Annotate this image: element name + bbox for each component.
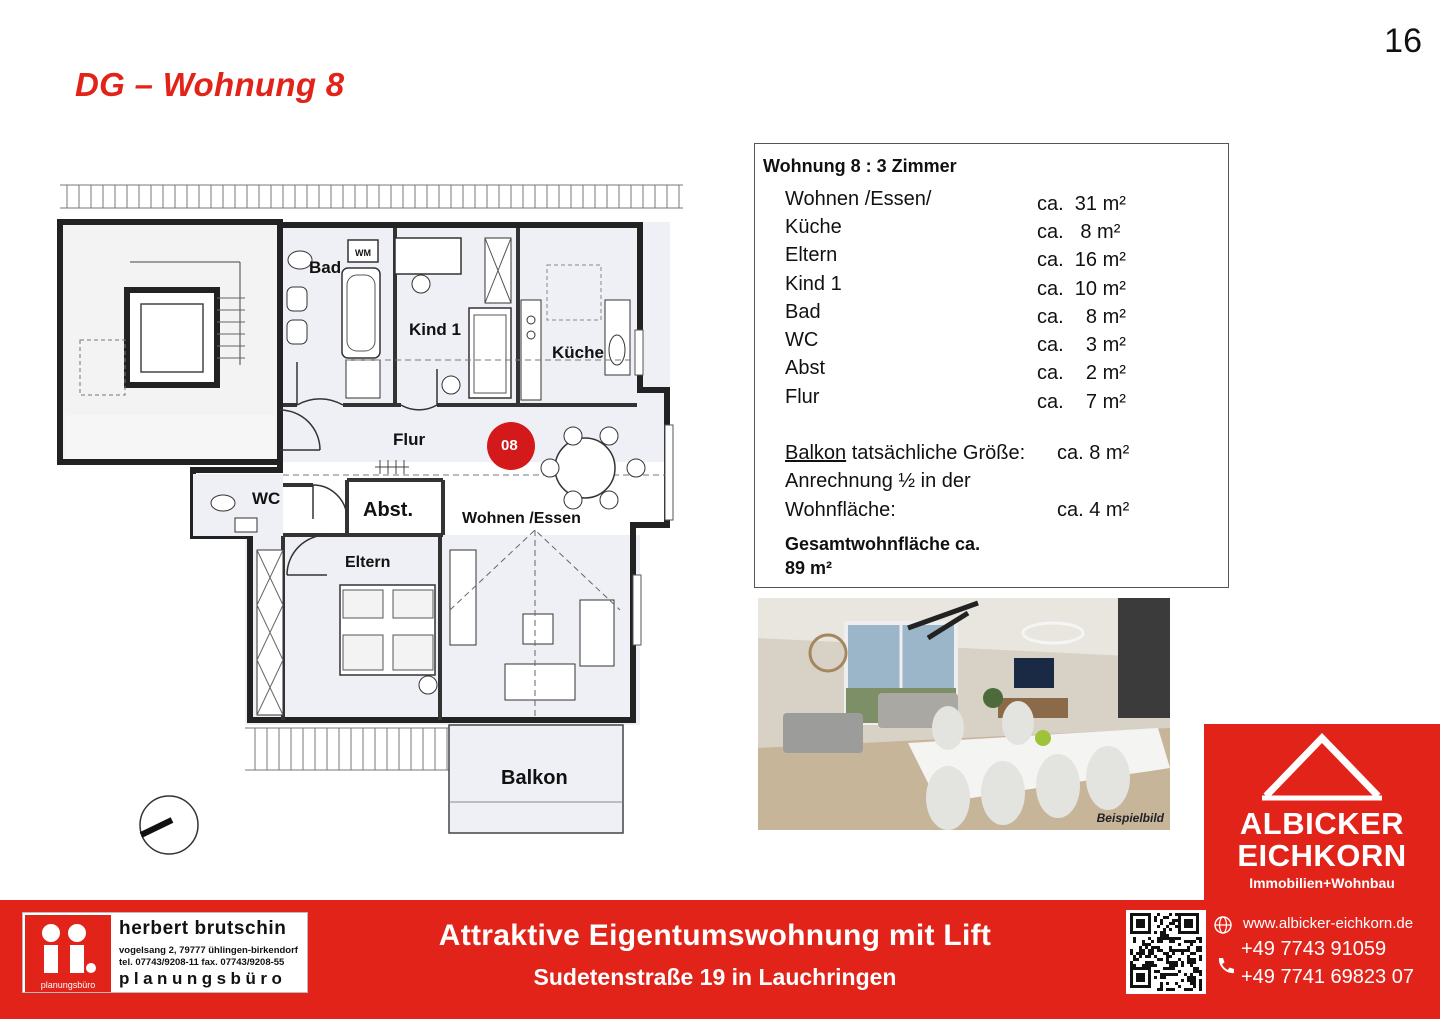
floor-plan [55,180,695,860]
room-label-balkon: Balkon [501,767,568,789]
wohnflaeche-text: Wohnfläche: [785,499,896,521]
footer-band [0,900,1440,1019]
brand-name-line2: EICHKORN [1237,838,1407,873]
room-label-wm: WM [355,248,371,258]
anrechnung-text: Anrechnung ½ in der [785,470,971,492]
room-area: ca. 8 m² [1037,221,1121,243]
brand-subtitle: Immobilien+Wohnbau [1249,875,1395,891]
room-label-kueche: Küche [552,343,604,362]
albicker-eichkorn-logo [1204,724,1440,900]
architect-address: vogelsang 2, 79777 ühlingen-birkendorf [119,945,298,956]
room-row [785,216,1225,244]
planungsbuero-logo [25,915,111,992]
architect-title: planungsbüro [119,969,287,988]
room-row [785,329,1225,357]
room-area: ca. 7 m² [1037,391,1126,413]
room-name: Eltern [785,244,838,266]
room-name: Bad [785,301,821,323]
room-name: WC [785,329,819,351]
room-row [785,244,1225,272]
balkon-value: ca. 8 m² [1057,442,1130,464]
house-roof-icon [1204,724,1440,804]
room-area: ca. 2 m² [1037,362,1126,384]
phone-number-2[interactable]: +49 7741 69823 07 [1241,966,1414,988]
balkon-label: Balkon [785,442,847,464]
balkon-text: tatsächliche Größe: [846,442,1026,464]
room-row [785,273,1225,301]
room-label-flur: Flur [393,430,426,449]
phone-icon [1215,955,1237,977]
roof-hatching-top [60,185,683,208]
room-name: Kind 1 [785,273,842,295]
balkon-line [785,442,1025,465]
room-label-kind1: Kind 1 [409,320,461,339]
brand-name-line1: ALBICKER [1239,806,1405,841]
apartment-title: Wohnung 8 : 3 Zimmer [763,156,957,176]
room-name: Wohnen /Essen/ [785,188,932,210]
example-image-caption: Beispielbild [1096,811,1164,825]
room-name: Küche [785,216,842,238]
room-label-bad: Bad [309,258,342,277]
north-arrow-icon [140,796,198,854]
website-link[interactable]: www.albicker-eichkorn.de [1243,915,1414,932]
room-label-wohnen: Wohnen /Essen [462,510,581,527]
total-area-label: Gesamtwohnfläche ca. [785,534,981,554]
room-label-wc: WC [252,489,281,508]
roof-hatching-bottom [245,728,455,770]
room-label-abst: Abst. [363,499,413,521]
room-row [785,301,1225,329]
architect-logo-text: planungsbüro [40,980,96,990]
room-row [785,188,1225,216]
room-name: Abst [785,357,826,379]
example-interior-image [758,598,1170,830]
room-area: ca. 3 m² [1037,334,1126,356]
architect-logo-box [22,912,308,993]
page-title: DG – Wohnung 8 [75,66,345,103]
room-row [785,386,1225,414]
room-label-eltern: Eltern [345,554,391,571]
room-row [785,357,1225,385]
wohnflaeche-value: ca. 4 m² [1057,499,1130,521]
globe-icon [1213,915,1233,935]
architect-name: herbert brutschin [119,918,287,939]
phone-number-1[interactable]: +49 7743 91059 [1241,938,1387,960]
architect-phone: tel. 07743/9208-11 fax. 07743/9208-55 [119,957,285,968]
subheadline: Sudetenstraße 19 in Lauchringen [533,964,897,990]
total-area-value: 89 m² [785,558,833,578]
unit-badge: 08 [501,437,518,454]
qr-code[interactable] [1126,910,1206,994]
room-area: ca. 31 m² [1037,193,1126,215]
room-area: ca. 16 m² [1037,249,1126,271]
room-area: ca. 10 m² [1037,278,1126,300]
room-name: Flur [785,386,820,408]
contact-block [1210,900,1440,1019]
room-area-table [754,143,1229,588]
headline: Attraktive Eigentumswohnung mit Lift [438,919,992,952]
room-area: ca. 8 m² [1037,306,1126,328]
page-number: 16 [1384,22,1422,60]
